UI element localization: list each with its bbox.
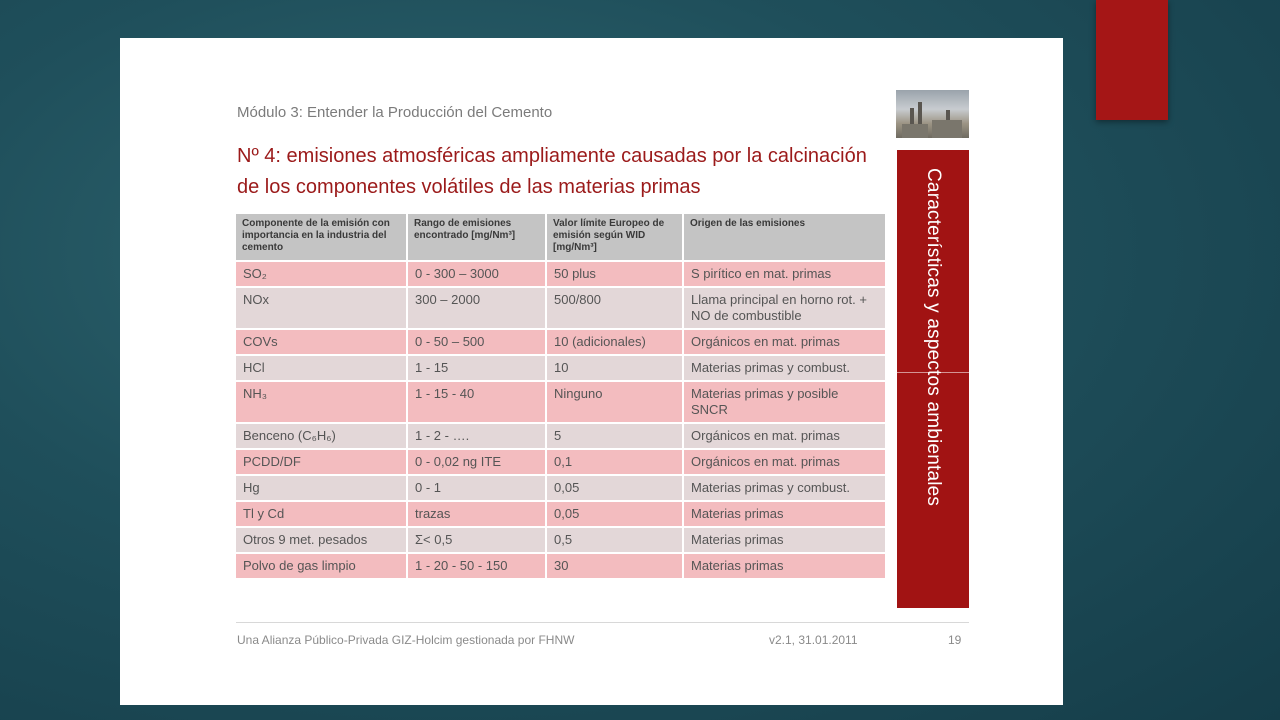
cell-component: Polvo de gas limpio (236, 553, 407, 578)
header-range: Rango de emisiones encontrado [mg/Nm³] (407, 214, 546, 261)
header-component: Componente de la emisión con importancia en la industria del cemento (236, 214, 407, 261)
emissions-table (236, 214, 885, 578)
cell-limit: 500/800 (546, 287, 683, 329)
table-row (236, 501, 885, 527)
table-row (236, 381, 885, 423)
table-row (236, 423, 885, 449)
cell-component: SO₂ (236, 261, 407, 287)
decorative-red-tab (1096, 0, 1168, 120)
footer-credit: Una Alianza Público-Privada GIZ-Holcim gestionada por FHNW (237, 633, 575, 647)
cell-component: COVs (236, 329, 407, 355)
cell-component: Hg (236, 475, 407, 501)
slide-title: Nº 4: emisiones atmosféricas ampliamente causadas por la calcinación de los componentes volátiles de las materias primas (237, 145, 867, 198)
table-row (236, 527, 885, 553)
cell-component: NOx (236, 287, 407, 329)
cell-component: NH₃ (236, 381, 407, 423)
cell-limit: 50 plus (546, 261, 683, 287)
cell-range: 0 - 300 – 3000 (407, 261, 546, 287)
cell-origin: Materias primas (683, 527, 885, 553)
cement-plant-photo (896, 90, 969, 138)
cell-origin: Materias primas (683, 553, 885, 578)
cell-limit: 10 (546, 355, 683, 381)
table-row (236, 475, 885, 501)
table-row (236, 355, 885, 381)
cell-origin: Orgánicos en mat. primas (683, 329, 885, 355)
cell-limit: 10 (adicionales) (546, 329, 683, 355)
cell-origin: Materias primas y combust. (683, 355, 885, 381)
footer-version: v2.1, 31.01.2011 (769, 633, 858, 647)
cell-component: HCl (236, 355, 407, 381)
cell-range: 0 - 1 (407, 475, 546, 501)
page-number: 19 (948, 633, 962, 647)
table-row (236, 329, 885, 355)
cell-limit: 0,05 (546, 475, 683, 501)
sidebar-banner (897, 150, 969, 608)
header-limit: Valor límite Europeo de emisión según WID [mg/Nm³] (546, 214, 683, 261)
cell-range: 1 - 2 - …. (407, 423, 546, 449)
header-origin: Origen de las emisiones (683, 214, 885, 261)
cell-range: 0 - 50 – 500 (407, 329, 546, 355)
cell-range: 1 - 20 - 50 - 150 (407, 553, 546, 578)
cell-limit: 5 (546, 423, 683, 449)
cell-limit: Ninguno (546, 381, 683, 423)
sidebar-text: Características y aspectos ambientales (923, 168, 944, 507)
cell-range: 1 - 15 - 40 (407, 381, 546, 423)
cell-limit: 0,5 (546, 527, 683, 553)
module-title: Módulo 3: Entender la Producción del Cemento (237, 104, 553, 121)
table-row (236, 261, 885, 287)
cell-limit: 30 (546, 553, 683, 578)
cell-component: Benceno (C₆H₆) (236, 423, 407, 449)
cell-range: 1 - 15 (407, 355, 546, 381)
cell-limit: 0,05 (546, 501, 683, 527)
cell-origin: Llama principal en horno rot. + NO de combustible (683, 287, 885, 329)
cell-component: PCDD/DF (236, 449, 407, 475)
cell-range: 300 – 2000 (407, 287, 546, 329)
slide-page (120, 38, 1063, 705)
cell-origin: Materias primas y posible SNCR (683, 381, 885, 423)
cell-component: Tl y Cd (236, 501, 407, 527)
cell-origin: S pirítico en mat. primas (683, 261, 885, 287)
table-header-row (236, 214, 885, 261)
cell-origin: Orgánicos en mat. primas (683, 449, 885, 475)
cell-origin: Orgánicos en mat. primas (683, 423, 885, 449)
cell-limit: 0,1 (546, 449, 683, 475)
table-row (236, 287, 885, 329)
table-row (236, 553, 885, 578)
table-row (236, 449, 885, 475)
footer-divider (236, 622, 969, 623)
cell-range: trazas (407, 501, 546, 527)
cell-component: Otros 9 met. pesados (236, 527, 407, 553)
cell-origin: Materias primas (683, 501, 885, 527)
cell-origin: Materias primas y combust. (683, 475, 885, 501)
cell-range: Σ< 0,5 (407, 527, 546, 553)
cell-range: 0 - 0,02 ng ITE (407, 449, 546, 475)
